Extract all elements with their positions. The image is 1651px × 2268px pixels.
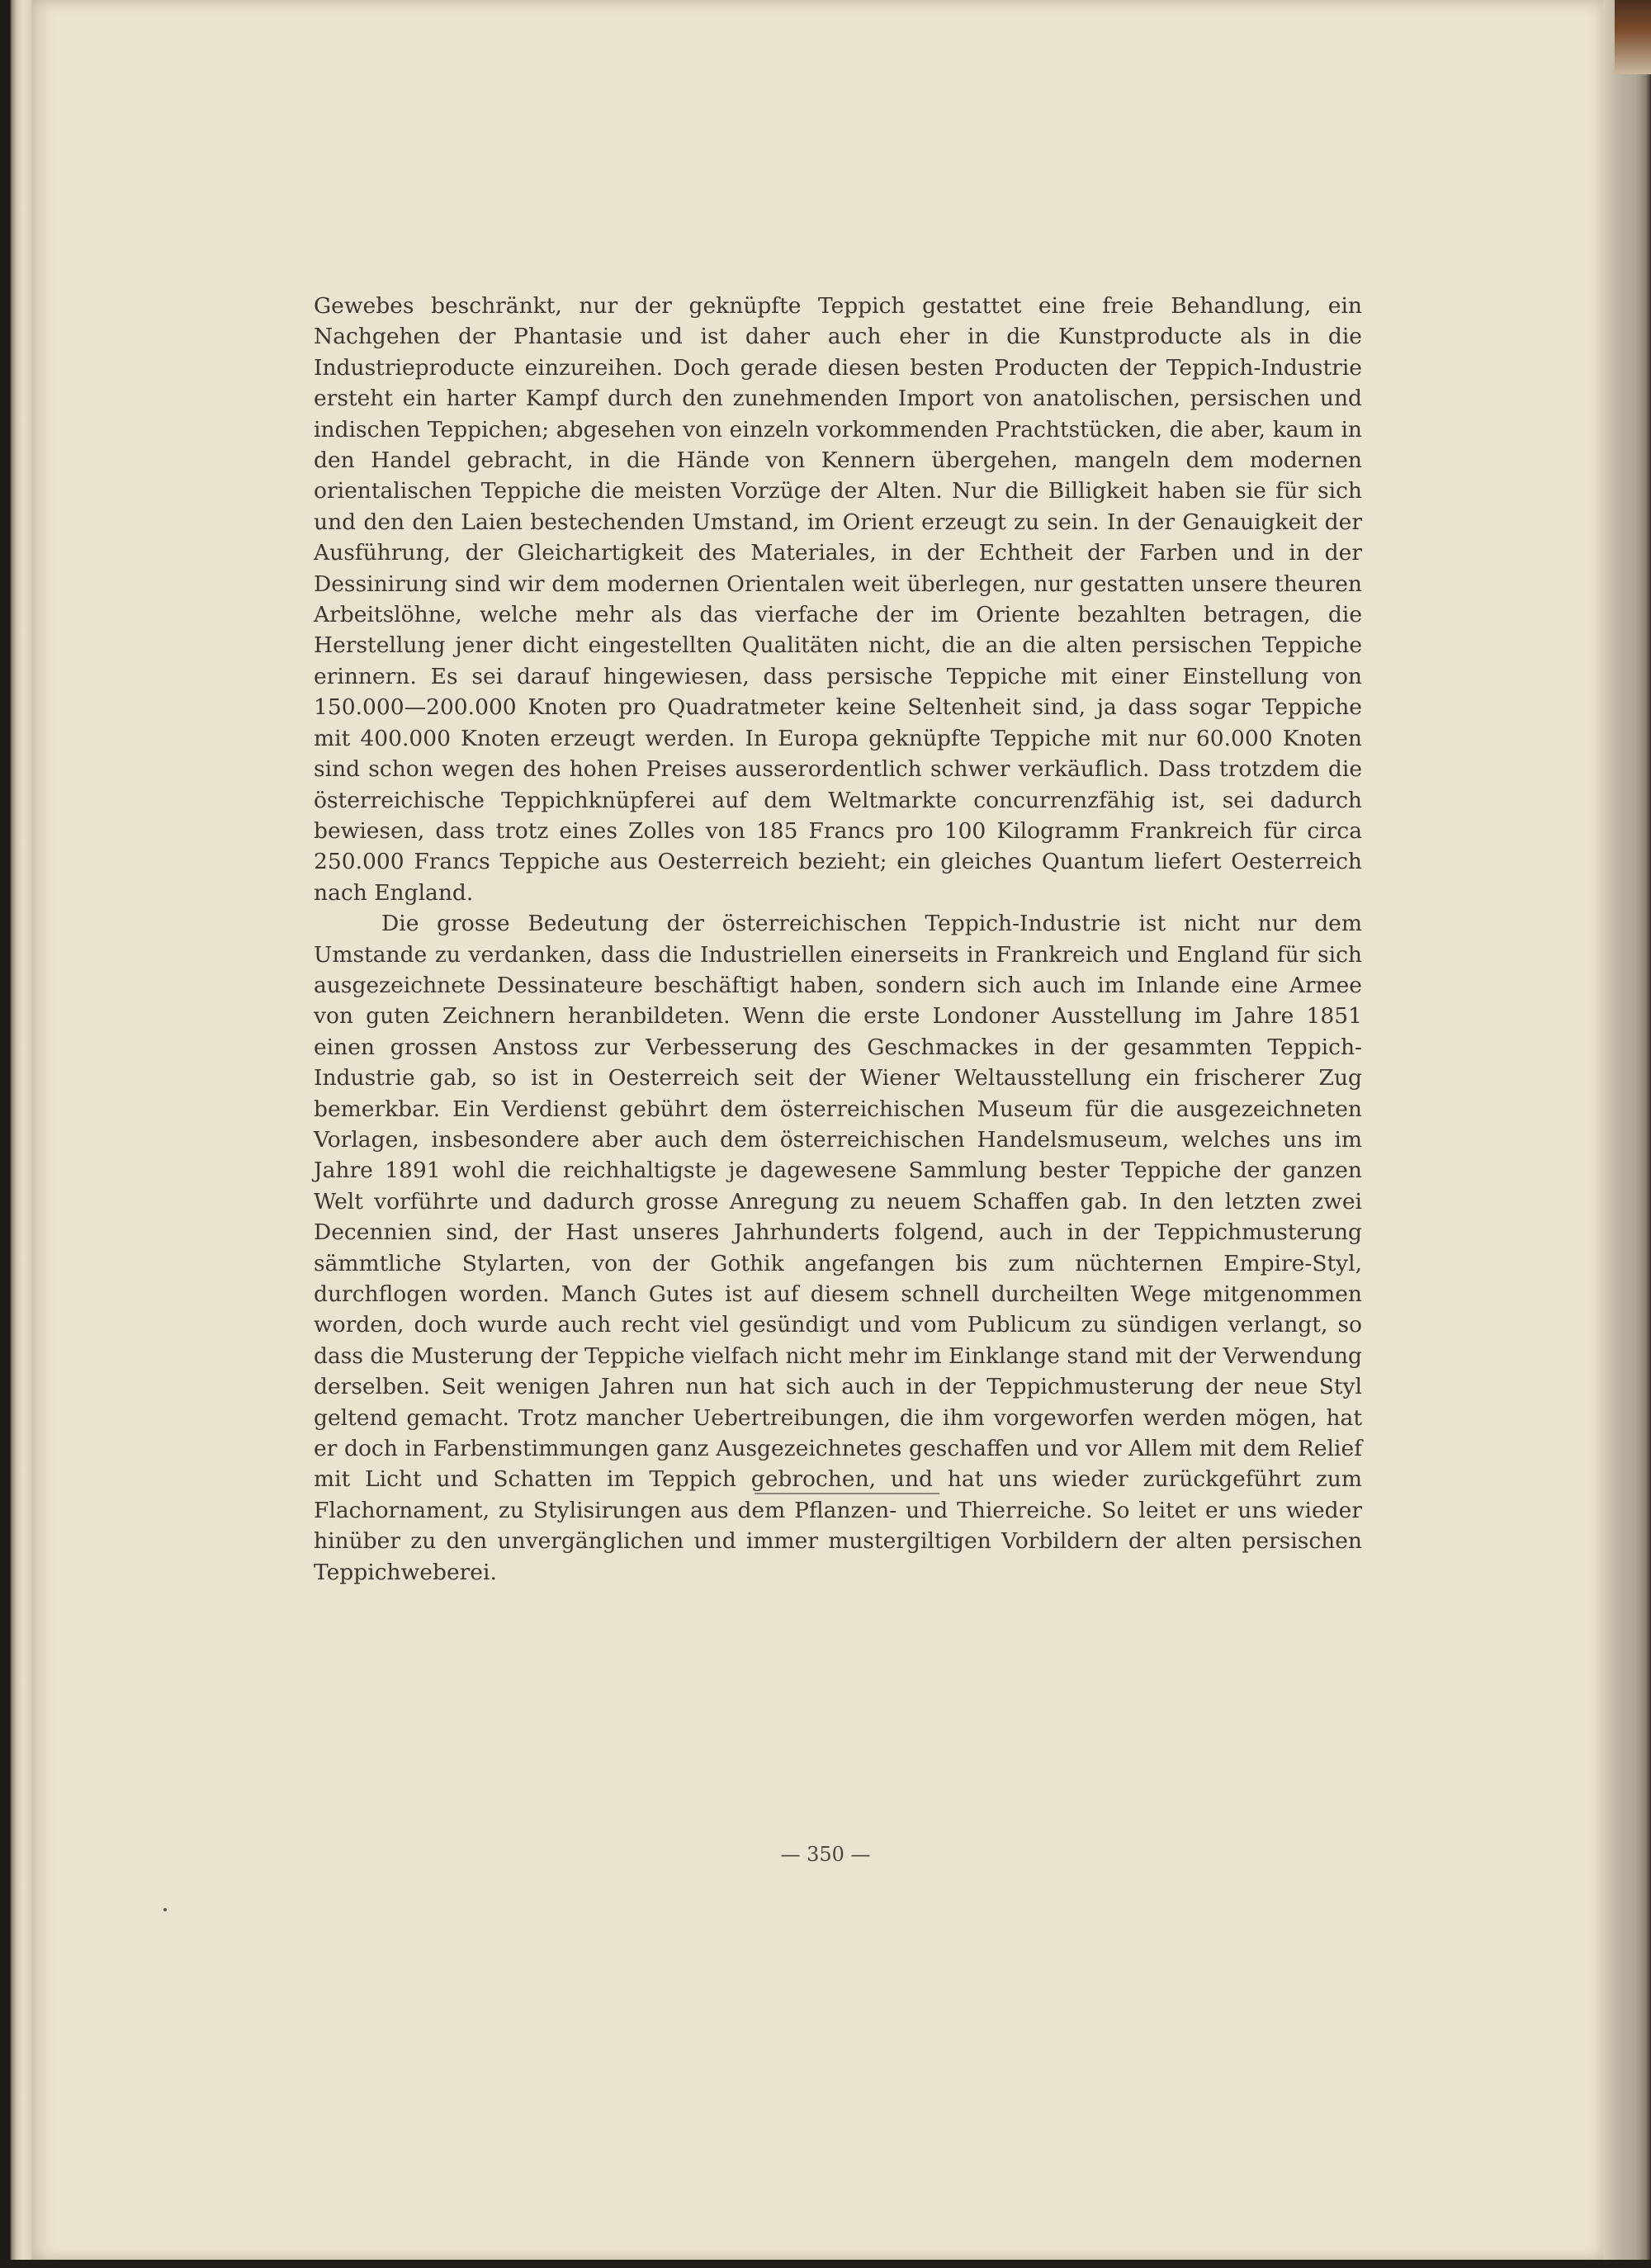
section-divider	[755, 1493, 939, 1494]
paragraph-teppich-industrie: Die grosse Bedeutung der österreichischen Teppich-Industrie ist nicht nur dem Umstande zu verdanken, dass die Industriellen einerseits in Frankreich und England für sich ausgezeichnete Dessinateure beschäftigt haben, sondern sich auch im Inlande eine Armee von guten Zeichnern heranbildeten. Wenn die erste Londoner Ausstellung im Jahre 1851 einen grossen Anstoss zur Verbesserung des Geschmackes in der gesammten Teppich-Industrie gab, so ist in Oesterreich seit der Wiener Weltausstellung ein frischerer Zug bemerkbar. Ein Verdienst gebührt dem österreichischen Museum für die ausgezeichneten Vorlagen, insbesondere aber auch dem österreichischen Handelsmuseum, welches uns im Jahre 1891 wohl die reichhaltigste je dagewesene Sammlung bester Teppiche der ganzen Welt vorführte und dadurch grosse Anregung zu neuem Schaffen gab. In den letzten zwei Decennien sind, der Hast unseres Jahrhunderts folgend, auch in der Teppichmusterung sämmtliche Stylarten, von der Gothik angefangen bis zum nüchternen Empire-Styl, durchflogen worden. Manch Gutes ist auf diesem schnell durcheilten Wege mitgenommen worden, doch wurde auch recht viel gesündigt und vom Publicum zu sündigen verlangt, so dass die Musterung der Teppiche vielfach nicht mehr im Einklange stand mit der Verwendung derselben. Seit wenigen Jahren nun hat sich auch in der Teppichmusterung der neue Styl geltend gemacht. Trotz mancher Uebertreibungen, die ihm vorgeworfen werden mögen, hat er doch in Farbenstimmungen ganz Ausgezeichnetes geschaffen und vor Allem mit dem Relief mit Licht und Schatten im Teppich gebrochen, und hat uns wieder zurückgeführt zum Flachornament, zu Stylisirungen aus dem Pflanzen- und Thierreiche. So leitet er uns wieder hinüber zu den unvergänglichen und immer mustergiltigen Vorbildern der alten persischen Teppichweberei.	[314, 911, 1362, 1585]
scan-bottom-edge	[0, 2260, 1651, 2268]
scan-left-edge	[0, 0, 31, 2268]
body-text	[314, 291, 1362, 1588]
paper-speck	[163, 1908, 167, 1911]
book-right-edge	[1603, 0, 1651, 2268]
page-number: — 350 —	[780, 1843, 871, 1866]
paragraph-continued: Gewebes beschränkt, nur der geknüpfte Teppich gestattet eine freie Behandlung, ein Nachgehen der Phantasie und ist daher auch eher in die Kunstproducte als in die Industrieproducte einzureihen. Doch gerade diesen besten Producten der Teppich-Industrie ersteht ein harter Kampf durch den zunehmenden Import von anatolischen, persischen und indischen Teppichen; abgesehen von einzeln vorkommenden Prachtstücken, die aber, kaum in den Handel gebracht, in die Hände von Kennern übergehen, mangeln dem modernen orientalischen Teppiche die meisten Vorzüge der Alten. Nur die Billigkeit haben sie für sich und den den Laien bestechenden Umstand, im Orient erzeugt zu sein. In der Genauigkeit der Ausführung, der Gleichartigkeit des Materiales, in der Echtheit der Farben und in der Dessinirung sind wir dem modernen Orientalen weit überlegen, nur gestatten unsere theuren Arbeitslöhne, welche mehr als das vierfache der im Oriente bezahlten betragen, die Herstellung jener dicht eingestellten Qualitäten nicht, die an die alten persischen Teppiche erinnern. Es sei darauf hingewiesen, dass persische Teppiche mit einer Einstellung von 150.000—200.000 Knoten pro Quadratmeter keine Seltenheit sind, ja dass sogar Teppiche mit 400.000 Knoten erzeugt werden. In Europa geknüpfte Teppiche mit nur 60.000 Knoten sind schon wegen des hohen Preises ausserordentlich schwer verkäuflich. Dass trotzdem die österreichische Teppichknüpferei auf dem Weltmarkte concurrenzfähig ist, sei dadurch bewiesen, dass trotz eines Zolles von 185 Francs pro 100 Kilogramm Frankreich für circa 250.000 Francs Teppiche aus Oesterreich bezieht; ein gleiches Quantum liefert Oesterreich nach England.	[314, 293, 1362, 906]
